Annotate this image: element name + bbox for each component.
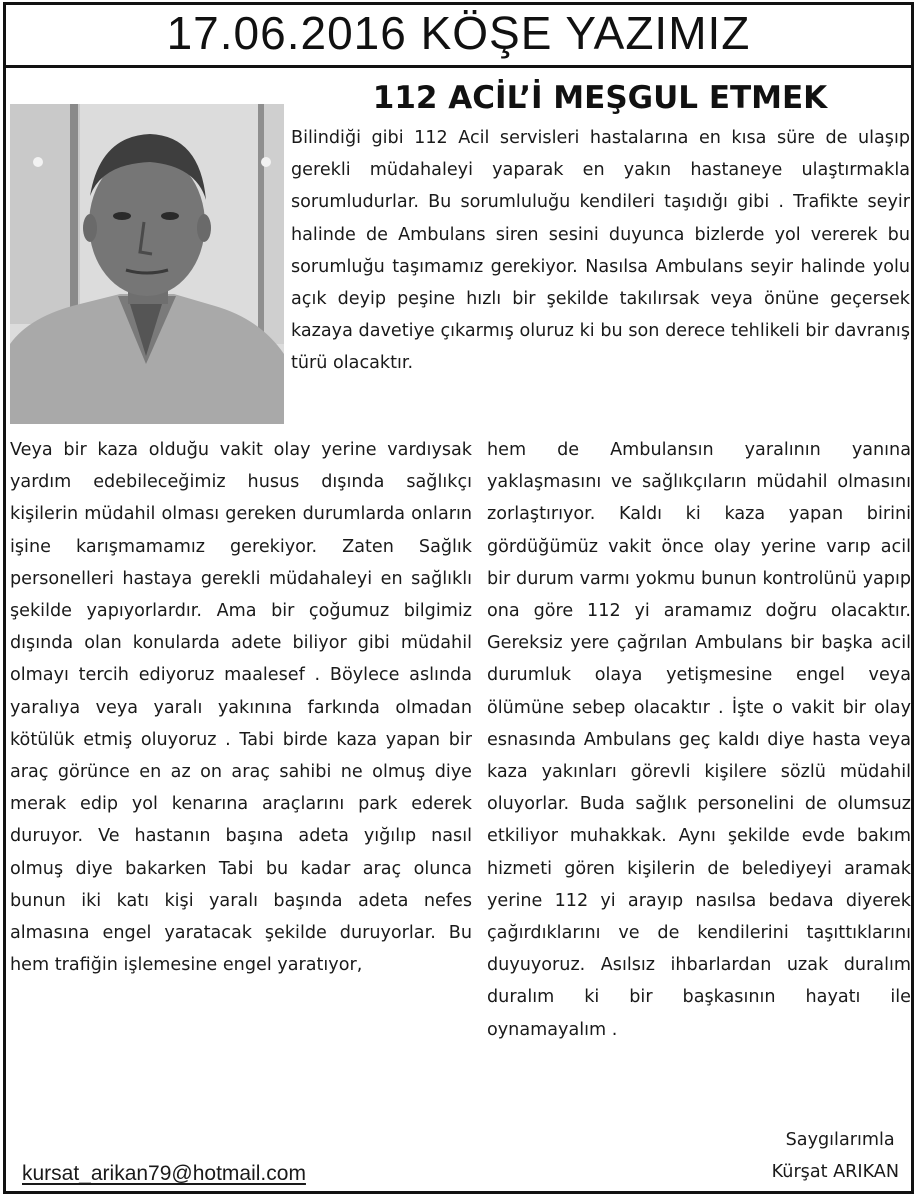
article-headline: 112 ACİL’İ MEŞGUL ETMEK <box>372 80 828 116</box>
author-email-link[interactable]: kursat_arikan79@hotmail.com <box>22 1162 306 1185</box>
right-column-text: hem de Ambulansın yaralının yanına yaklaşmasını ve sağlıkçıların müdahil olmasını zorlaştırıyor. Kaldı ki kaza yapan birini gördüğümüz vakit önce olay yerine varıp acil bir durum varmı yokmu bunun kontrolünü yapıp ona göre 112 yi aramamız doğru olacaktır. Gereksiz yere çağrılan Ambulans bir başka acil durumluk olaya yetişmesine engel veya ölümüne sebep olacaktır . İşte o vakit bir olay esnasında Ambulans geç kaldı diye hasta veya kaza yakınları görevli kişilere sözlü müdahil oluyorlar. Buda sağlık personelini de olumsuz etkiliyor muhakkak. Aynı şekilde evde bakım hizmeti gören kişilerin de belediyeyi aramak yerine 112 yi arayıp nasılsa bedava diyerek çağırdıklarını ve de kendilerini taşıttıklarını duyuyoruz. Asılsız ihbarlardan uzak duralım duralım ki bir başkasının hayatı ile oynamayalım . <box>487 440 911 1040</box>
author-name: Kürşat ARIKAN <box>771 1162 899 1182</box>
article-left-column <box>10 434 472 981</box>
signoff <box>772 1124 899 1188</box>
article-right-column <box>487 434 911 1046</box>
author-photo <box>10 104 284 424</box>
left-column-text: Veya bir kaza olduğu vakit olay yerine vardıysak yardım edebileceğimiz husus dışında sağlıkçı kişilerin müdahil olması gereken durumlarda onların işine karışmamamız gerekiyor. Zaten Sağlık personelleri hastaya gerekli müdahaleyi en sağlıklı şekilde yapıyorlardır. Ama bir çoğumuz bilgimiz dışında olan konularda adete biliyor gibi müdahil olmayı tercih ediyoruz maalesef . Böylece aslında yaralıya veya yaralı yakınına farkında olmadan kötülük etmiş oluyoruz . Tabi birde kaza yapan bir araç görünce en az on araç sahibi ne olmuş diye merak edip yol kenarına araçlarını park ederek duruyor. Ve hastanın başına adeta yığılıp nasıl olmuş diye bakarken Tabi bu kadar araç olunca bunun iki katı kişi yaralı başında adeta nefes almasına engel yaratacak şekilde duruyorlar. Bu hem trafiğin işlemesine engel yaratıyor, <box>10 440 472 976</box>
masthead-title: 17.06.2016 KÖŞE YAZIMIZ <box>3 2 914 68</box>
intro-paragraph: Bilindiği gibi 112 Acil servisleri hastalarına en kısa süre de ulaşıp gerekli müdahaleyi yaparak en yakın hastaneye ulaştırmakla sorumludurlar. Bu sorumluluğu kendileri taşıdığı gibi . Trafikte seyir halinde de Ambulans siren sesini duyunca bizlerde yol vererek bu sorumluğu taşımamız gerekiyor. Nasılsa Ambulans seyir halinde yolu açık deyip peşine hızlı bir şekilde takılırsak veya önüne geçersek kazaya davetiye çıkarmış oluruz ki bu son derece tehlikeli bir davranış türü olacaktır. <box>291 128 910 374</box>
signoff-greeting: Saygılarımla <box>785 1130 895 1150</box>
article-intro <box>291 122 910 380</box>
